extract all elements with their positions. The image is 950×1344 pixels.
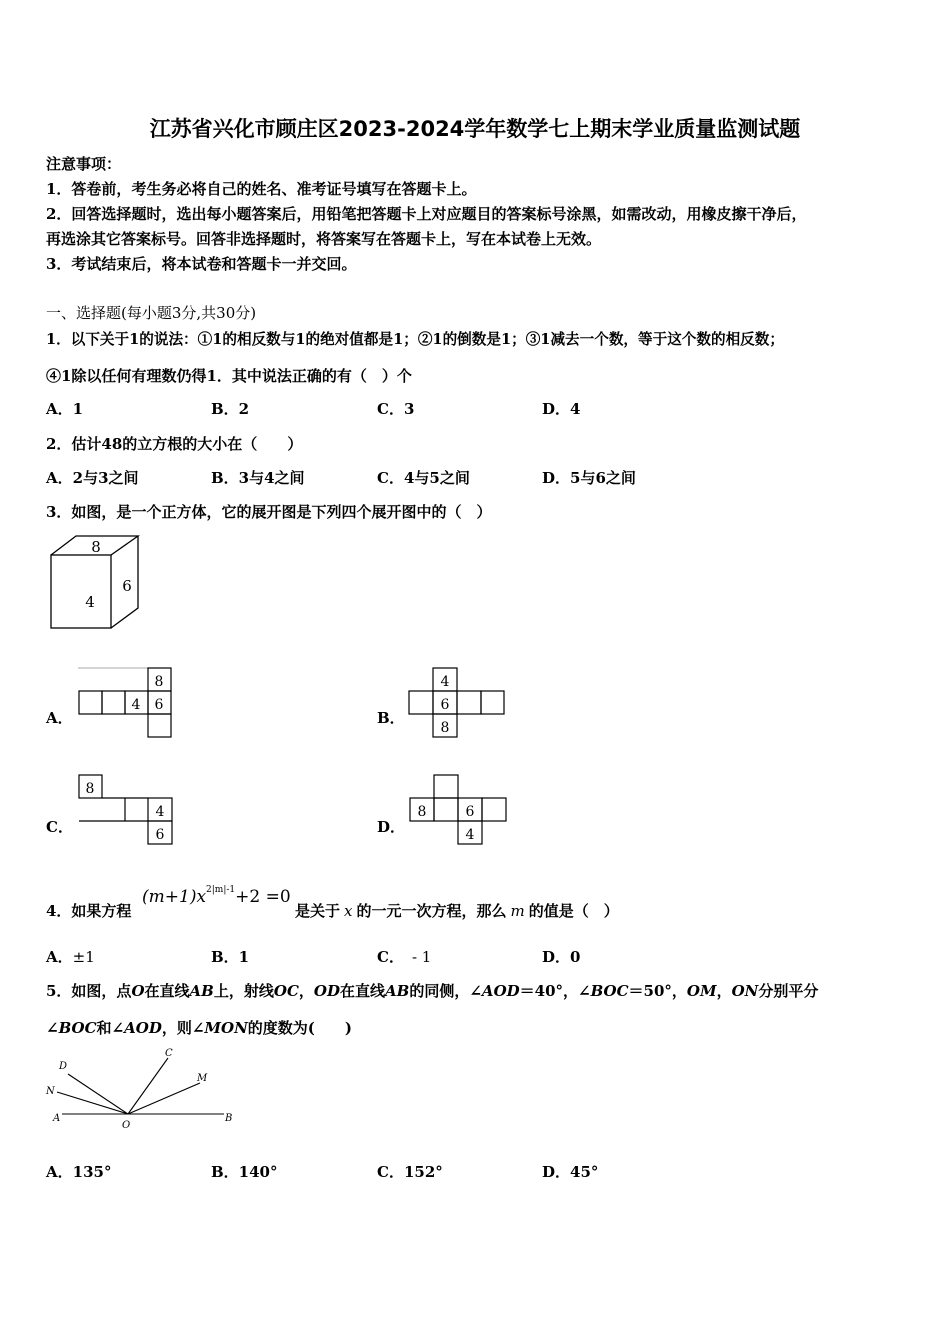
- notice-item: 2．回答选择题时，选出每小题答案后，用铅笔把答题卡上对应题目的答案标号涂黑，如需改动，用橡皮擦干净后，: [46, 205, 807, 223]
- q4-prefix: 4．如果方程: [46, 902, 132, 920]
- ray-od: [68, 1074, 128, 1114]
- q5-math: ON: [731, 982, 759, 1000]
- q5-math: AB: [189, 982, 214, 1000]
- q4-text: 的值是（ ）: [528, 902, 619, 920]
- q5-math: O: [131, 982, 145, 1000]
- q5-text: ，: [716, 982, 732, 1000]
- q4-option-c-value: - 1: [411, 948, 432, 966]
- q5-text: ，则: [161, 1019, 192, 1037]
- net-b-face: 4: [440, 674, 450, 690]
- q5-text: ＝40°，: [519, 982, 579, 1000]
- q5-text: 5．如图，点: [46, 982, 132, 1000]
- q5-math: AB: [385, 982, 410, 1000]
- q2-option-d: D．5与6之间: [542, 469, 636, 487]
- net-b: [406, 666, 506, 741]
- point-label-o: O: [122, 1120, 131, 1131]
- angle-figure: [44, 1042, 244, 1134]
- q4-option-d: D．0: [542, 948, 581, 966]
- q2-option-a: A．2与3之间: [46, 469, 139, 487]
- net-c: [77, 773, 177, 848]
- q5-text: 的同侧，: [409, 982, 470, 1000]
- q4-equation-main: (m+1)x: [142, 887, 207, 907]
- q2-option-b: B．3与4之间: [211, 469, 305, 487]
- q4-option-c-label: C．: [377, 948, 404, 966]
- point-label-n: N: [46, 1086, 55, 1097]
- q5-math: OC: [273, 982, 299, 1000]
- q4-equation-exponent: 2|m|-1: [206, 885, 236, 896]
- net-a-face: 4: [131, 697, 141, 713]
- q5-option-a: A．135°: [46, 1163, 112, 1181]
- q3-stem: 3．如图，是一个正方体，它的展开图是下列四个展开图中的（ ）: [46, 503, 492, 521]
- q5-math: ∠AOD: [469, 982, 520, 1000]
- notice-item: 再选涂其它答案标号。回答非选择题时，将答案写在答题卡上，写在本试卷上无效。: [46, 230, 602, 248]
- q3-option-d-label: D．: [377, 818, 406, 836]
- q2-stem: 2．估计48的立方根的大小在（ ）: [46, 435, 303, 453]
- ray-on: [57, 1092, 128, 1114]
- page-title: 江苏省兴化市顾庄区2023-2024学年数学七上期末学业质量监测试题: [149, 117, 801, 141]
- q5-text: ＝50°，: [628, 982, 687, 1000]
- net-c-face: 6: [155, 827, 165, 843]
- q4-option-a-value: ±1: [72, 948, 95, 966]
- q1-option-c: C．3: [377, 400, 415, 418]
- q5-math: ∠BOC: [578, 982, 629, 1000]
- q4-option-b: B．1: [211, 948, 250, 966]
- point-label-m: M: [197, 1073, 208, 1084]
- q5-text: 的度数为( ): [247, 1019, 352, 1037]
- q1-stem-line2: ④1除以任何有理数仍得1．其中说法正确的有（ ）个: [46, 367, 412, 385]
- net-a-face: 6: [154, 697, 164, 713]
- notice-heading: 注意事项：: [46, 155, 122, 173]
- net-a-face: 8: [154, 674, 164, 690]
- q4-text: 的一元一次方程，那么: [356, 902, 507, 920]
- cube-figure: [46, 533, 146, 633]
- q5-text: 上，射线: [213, 982, 274, 1000]
- q5-option-c: C．152°: [377, 1163, 443, 1181]
- q4-text: 是关于: [295, 902, 341, 920]
- q3-option-a-label: A．: [46, 709, 73, 727]
- net-d-face: 8: [417, 804, 427, 820]
- q4-equation: [142, 887, 291, 907]
- net-d-face: 4: [465, 827, 475, 843]
- q1-option-b: B．2: [211, 400, 250, 418]
- q4-equation-tail: +2 =0: [235, 887, 291, 907]
- q4-option-a-label: A．: [46, 948, 73, 966]
- q1-option-a: A．1: [46, 400, 84, 418]
- net-b-face: 6: [440, 697, 450, 713]
- cube-top-label: 8: [91, 538, 101, 556]
- point-label-a: A: [53, 1113, 61, 1124]
- q3-option-c-label: C．: [46, 818, 73, 836]
- cube-side-label: 6: [122, 577, 132, 595]
- q4-var-m: m: [510, 902, 525, 920]
- net-d-face: 6: [465, 804, 475, 820]
- q5-math: OM: [686, 982, 717, 1000]
- q4-option-c: [377, 946, 431, 967]
- q4-var-x: x: [344, 902, 353, 920]
- notice-item: 3．考试结束后，将本试卷和答题卡一并交回。: [46, 255, 357, 273]
- net-a: [77, 666, 177, 741]
- q5-text: 在直线: [144, 982, 190, 1000]
- q5-option-d: D．45°: [542, 1163, 599, 1181]
- cube-front-label: 4: [85, 593, 95, 611]
- notice-item: 1．答卷前，考生务必将自己的姓名、准考证号填写在答题卡上。: [46, 180, 477, 198]
- q1-option-d: D．4: [542, 400, 581, 418]
- point-label-c: C: [165, 1048, 173, 1059]
- q1-stem-line1: 1．以下关于1的说法：①1的相反数与1的绝对值都是1；②1的倒数是1；③1减去一个数，等于这个数的相反数；: [46, 331, 784, 348]
- q5-text: 在直线: [340, 982, 386, 1000]
- q5-text: ，: [298, 982, 314, 1000]
- q2-option-c: C．4与5之间: [377, 469, 470, 487]
- point-label-d: D: [59, 1061, 68, 1072]
- q5-stem-line1: [46, 980, 818, 1001]
- q5-stem-line2: [46, 1017, 352, 1038]
- q5-math: ∠MON: [191, 1019, 248, 1037]
- q5-math: ∠BOC: [46, 1019, 97, 1037]
- q3-option-b-label: B．: [377, 709, 405, 727]
- net-b-face: 8: [440, 720, 450, 736]
- net-c-face: 8: [85, 781, 95, 797]
- q5-math: ∠AOD: [111, 1019, 162, 1037]
- section-heading: 一、选择题(每小题3分,共30分): [46, 304, 257, 322]
- q5-option-b: B．140°: [211, 1163, 278, 1181]
- net-d: [406, 773, 511, 848]
- q4-stem-mid: [295, 900, 619, 921]
- q5-math: OD: [313, 982, 340, 1000]
- q4-option-a: [46, 946, 95, 967]
- net-c-face: 4: [155, 804, 165, 820]
- point-label-b: B: [225, 1113, 233, 1124]
- q5-text: 和: [96, 1019, 112, 1037]
- q5-text: 分别平分: [758, 982, 819, 1000]
